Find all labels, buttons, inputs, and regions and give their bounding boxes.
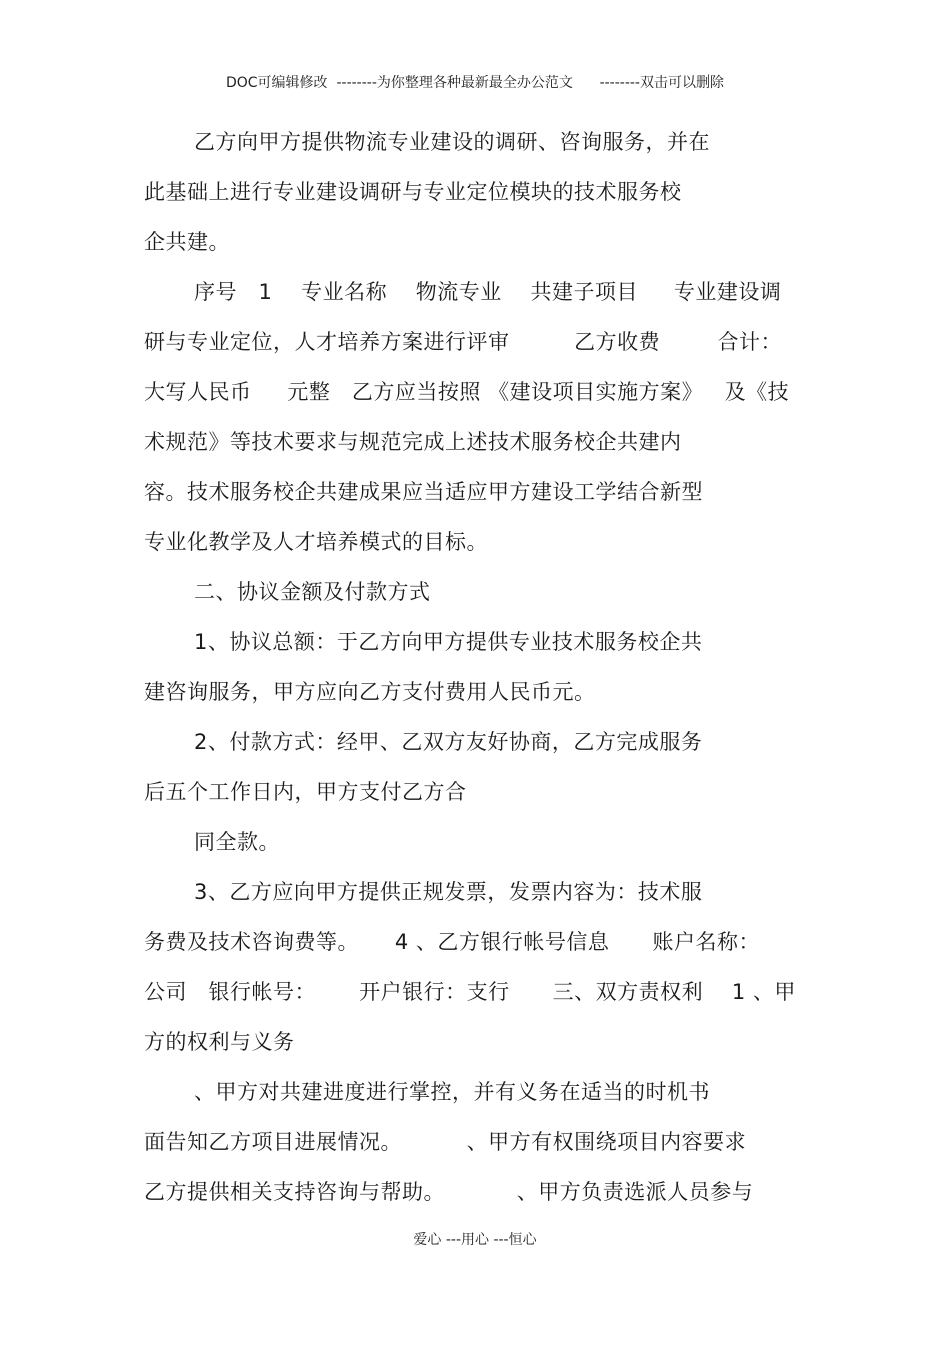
body-line: 大写人民币 元整 乙方应当按照 《建设项目实施方案》 及《技: [144, 380, 790, 404]
body-line: 3、乙方应向甲方提供正规发票，发票内容为：技术服: [194, 880, 703, 904]
body-line: 企共建。: [144, 230, 230, 254]
body-line: 容。技术服务校企共建成果应当适应甲方建设工学结合新型: [144, 480, 703, 504]
body-line: 2、付款方式：经甲、乙双方友好协商，乙方完成服务: [194, 730, 703, 754]
body-line: 同全款。: [194, 830, 280, 854]
body-line: 乙方提供相关支持咨询与帮助。 、甲方负责选派人员参与: [144, 1180, 754, 1204]
body-line: 建咨询服务，甲方应向乙方支付费用人民币元。: [144, 680, 596, 704]
body-line: 术规范》等技术要求与规范完成上述技术服务校企共建内: [144, 430, 682, 454]
body-line: 、甲方对共建进度进行掌控，并有义务在适当的时机书: [194, 1080, 710, 1104]
page-footer: 爱心 ---用心 ---恒心: [413, 1232, 537, 1248]
body-line: 专业化教学及人才培养模式的目标。: [144, 530, 488, 554]
body-line: 务费及技术咨询费等。 4 、乙方银行帐号信息 账户名称：: [144, 930, 760, 954]
body-line: 研与专业定位，人才培养方案进行评审 乙方收费 合计：: [144, 330, 782, 354]
page-header: DOC可编辑修改 --------为你整理各种最新最全办公范文 --------双击可以删除: [225, 75, 724, 91]
section-heading: 二、协议金额及付款方式: [194, 580, 431, 604]
body-line: 后五个工作日内，甲方支付乙方合: [144, 780, 467, 804]
body-line: 公司 银行帐号： 开户银行：支行 三、双方责权利 1 、甲: [144, 980, 796, 1004]
body-line: 面告知乙方项目进展情况。 、甲方有权围绕项目内容要求: [144, 1130, 747, 1154]
body-line: 乙方向甲方提供物流专业建设的调研、咨询服务，并在: [194, 130, 710, 154]
body-line: 此基础上进行专业建设调研与专业定位模块的技术服务校: [144, 180, 682, 204]
body-line: 方的权利与义务: [144, 1030, 295, 1054]
body-line: 序号 1 专业名称 物流专业 共建子项目 专业建设调: [194, 280, 782, 304]
body-line: 1、协议总额：于乙方向甲方提供专业技术服务校企共: [194, 630, 703, 654]
